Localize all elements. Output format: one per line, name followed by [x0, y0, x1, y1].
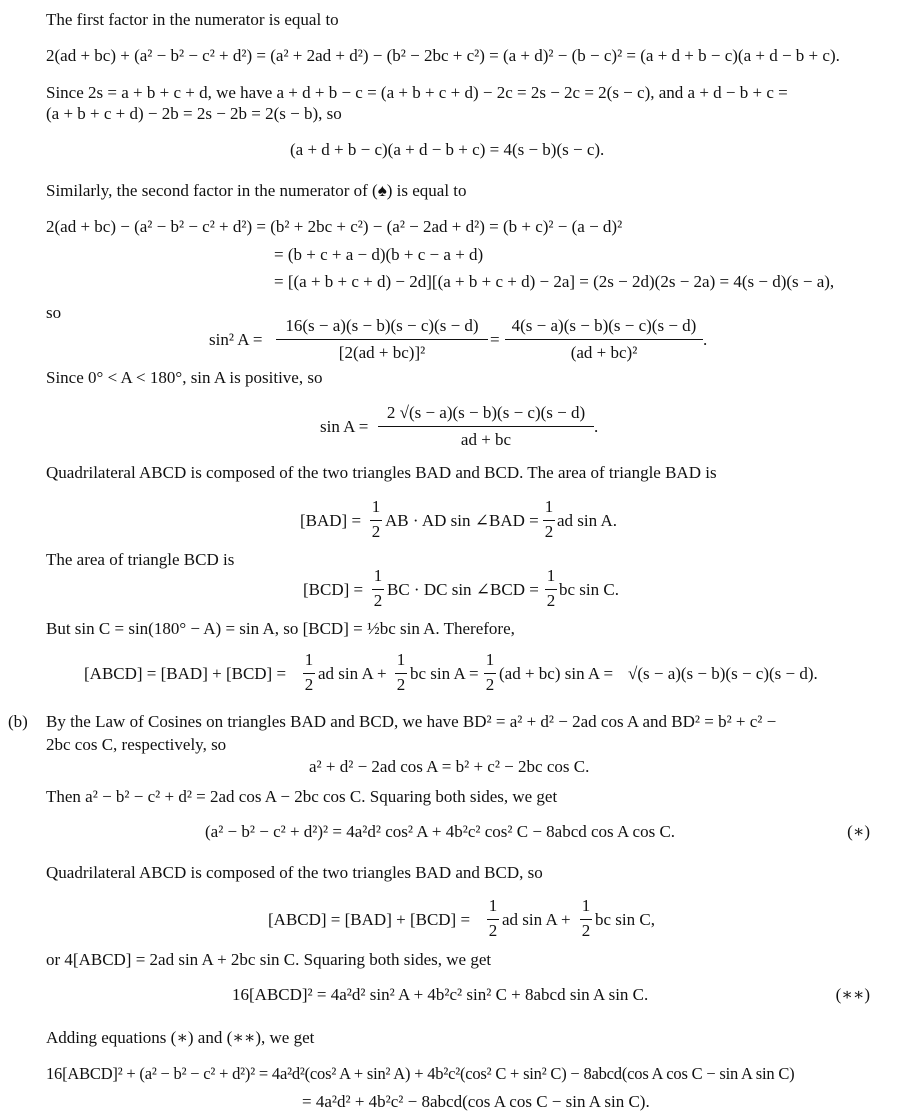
- equation-line: = [(a + b + c + d) − 2d][(a + b + c + d) − 2a] = (2s − 2d)(2s − 2a) = 4(s − d)(s − a),: [274, 272, 835, 291]
- half-num: 1: [546, 566, 556, 585]
- half-num: 1: [544, 497, 554, 516]
- denominator: ad + bc: [460, 430, 512, 449]
- eq-mid: BC · DC sin ∠BCD =: [387, 580, 539, 599]
- fraction-bar: [484, 673, 496, 674]
- fraction-bar: [505, 339, 703, 340]
- equation-line: = 4a²d² + 4b²c² − 8abcd(cos A cos C − sin A sin C).: [302, 1092, 650, 1111]
- equation-line: 2(ad + bc) + (a² − b² − c² + d²) = (a² + 2ad + d²) − (b² − 2bc + c²) = (a + d)² − (b − c)² = (a + d + b − c)(a + d − b + c).: [46, 46, 840, 65]
- denominator: [2(ad + bc)]²: [338, 343, 426, 362]
- eq-lhs: sin² A =: [209, 330, 263, 349]
- text-line: Since 2s = a + b + c + d, we have a + d + b − c = (a + b + c + d) − 2c = 2s − 2c = 2(s − c), and a + d − b + c =: [46, 83, 788, 102]
- fraction-bar: [378, 426, 594, 427]
- text-line: The first factor in the numerator is equal to: [46, 10, 339, 29]
- equation-line: 16[ABCD]² = 4a²d² sin² A + 4b²c² sin² C + 8abcd sin A sin C.: [232, 985, 649, 1004]
- half-den: 2: [371, 522, 381, 541]
- half-den: 2: [581, 921, 591, 940]
- eq-lhs: [BCD] =: [303, 580, 364, 599]
- half-den: 2: [304, 675, 314, 694]
- half-den: 2: [546, 591, 556, 610]
- eq-lhs: sin A =: [320, 417, 369, 436]
- half-den: 2: [396, 675, 406, 694]
- half-num: 1: [373, 566, 383, 585]
- fraction-bar: [370, 520, 382, 521]
- text-line: so: [46, 303, 62, 322]
- half-num: 1: [304, 650, 314, 669]
- fraction-bar: [372, 589, 384, 590]
- eq-term: (ad + bc) sin A =: [499, 664, 614, 683]
- half-num: 1: [371, 497, 381, 516]
- half-den: 2: [485, 675, 495, 694]
- period: .: [594, 417, 599, 436]
- fraction-bar: [395, 673, 407, 674]
- eq-term: ad sin A +: [318, 664, 387, 683]
- equals-sign: =: [490, 330, 500, 349]
- half-num: 1: [581, 896, 591, 915]
- eq-term: bc sin C,: [595, 910, 655, 929]
- text-line: The area of triangle BCD is: [46, 550, 235, 569]
- eq-rhs: √(s − a)(s − b)(s − c)(s − d).: [628, 664, 818, 683]
- eq-term: bc sin A =: [410, 664, 479, 683]
- half-den: 2: [373, 591, 383, 610]
- eq-lhs: [ABCD] = [BAD] + [BCD] =: [84, 664, 287, 683]
- half-den: 2: [544, 522, 554, 541]
- eq-mid: AB · AD sin ∠BAD =: [385, 511, 539, 530]
- numerator: 16(s − a)(s − b)(s − c)(s − d): [285, 316, 479, 335]
- fraction-bar: [276, 339, 488, 340]
- eq-term: ad sin A +: [502, 910, 571, 929]
- fraction-bar: [545, 589, 557, 590]
- text-line: 2bc cos C, respectively, so: [46, 735, 227, 754]
- equation-tag: (∗): [847, 822, 870, 841]
- text-line: Since 0° < A < 180°, sin A is positive, so: [46, 368, 323, 387]
- numerator: 2 √(s − a)(s − b)(s − c)(s − d): [386, 403, 586, 422]
- equation-tag: (∗∗): [835, 985, 870, 1004]
- eq-rhs: ad sin A.: [557, 511, 617, 530]
- text-line: or 4[ABCD] = 2ad sin A + 2bc sin C. Squaring both sides, we get: [46, 950, 492, 969]
- denominator: (ad + bc)²: [570, 343, 638, 362]
- equation-line: 16[ABCD]² + (a² − b² − c² + d²)² = 4a²d²(cos² A + sin² A) + 4b²c²(cos² C + sin² C) − 8abcd(cos A cos C − sin A sin C): [46, 1064, 795, 1083]
- numerator: 4(s − a)(s − b)(s − c)(s − d): [511, 316, 697, 335]
- text-line: Adding equations (∗) and (∗∗), we get: [46, 1028, 315, 1047]
- fraction-bar: [580, 919, 592, 920]
- fraction-bar: [543, 520, 555, 521]
- equation-line: a² + d² − 2ad cos A = b² + c² − 2bc cos C.: [309, 757, 590, 776]
- part-label: (b): [8, 712, 28, 731]
- fraction-bar: [303, 673, 315, 674]
- eq-rhs: bc sin C.: [559, 580, 619, 599]
- equation-line: = (b + c + a − d)(b + c − a + d): [274, 245, 484, 264]
- half-num: 1: [396, 650, 406, 669]
- equation-line: (a² − b² − c² + d²)² = 4a²d² cos² A + 4b²c² cos² C − 8abcd cos A cos C.: [205, 822, 676, 841]
- text-line: But sin C = sin(180° − A) = sin A, so [BCD] = ½bc sin A. Therefore,: [46, 619, 515, 638]
- text-line: Then a² − b² − c² + d² = 2ad cos A − 2bc cos C. Squaring both sides, we get: [46, 787, 558, 806]
- text-line: By the Law of Cosines on triangles BAD and BCD, we have BD² = a² + d² − 2ad cos A and BD² = b² + c² −: [46, 712, 777, 731]
- text-line: (a + b + c + d) − 2b = 2s − 2b = 2(s − b), so: [46, 104, 342, 123]
- period: .: [703, 330, 708, 349]
- text-line: Quadrilateral ABCD is composed of the two triangles BAD and BCD. The area of triangle BAD is: [46, 463, 717, 482]
- eq-lhs: [ABCD] = [BAD] + [BCD] =: [268, 910, 471, 929]
- text-line: Quadrilateral ABCD is composed of the two triangles BAD and BCD, so: [46, 863, 543, 882]
- equation-line: (a + d + b − c)(a + d − b + c) = 4(s − b)(s − c).: [290, 140, 605, 159]
- fraction-bar: [487, 919, 499, 920]
- equation-line: 2(ad + bc) − (a² − b² − c² + d²) = (b² + 2bc + c²) − (a² − 2ad + d²) = (b + c)² − (a − d)²: [46, 217, 623, 236]
- half-num: 1: [488, 896, 498, 915]
- half-num: 1: [485, 650, 495, 669]
- eq-lhs: [BAD] =: [300, 511, 362, 530]
- half-den: 2: [488, 921, 498, 940]
- text-line: Similarly, the second factor in the numerator of (♠) is equal to: [46, 181, 467, 200]
